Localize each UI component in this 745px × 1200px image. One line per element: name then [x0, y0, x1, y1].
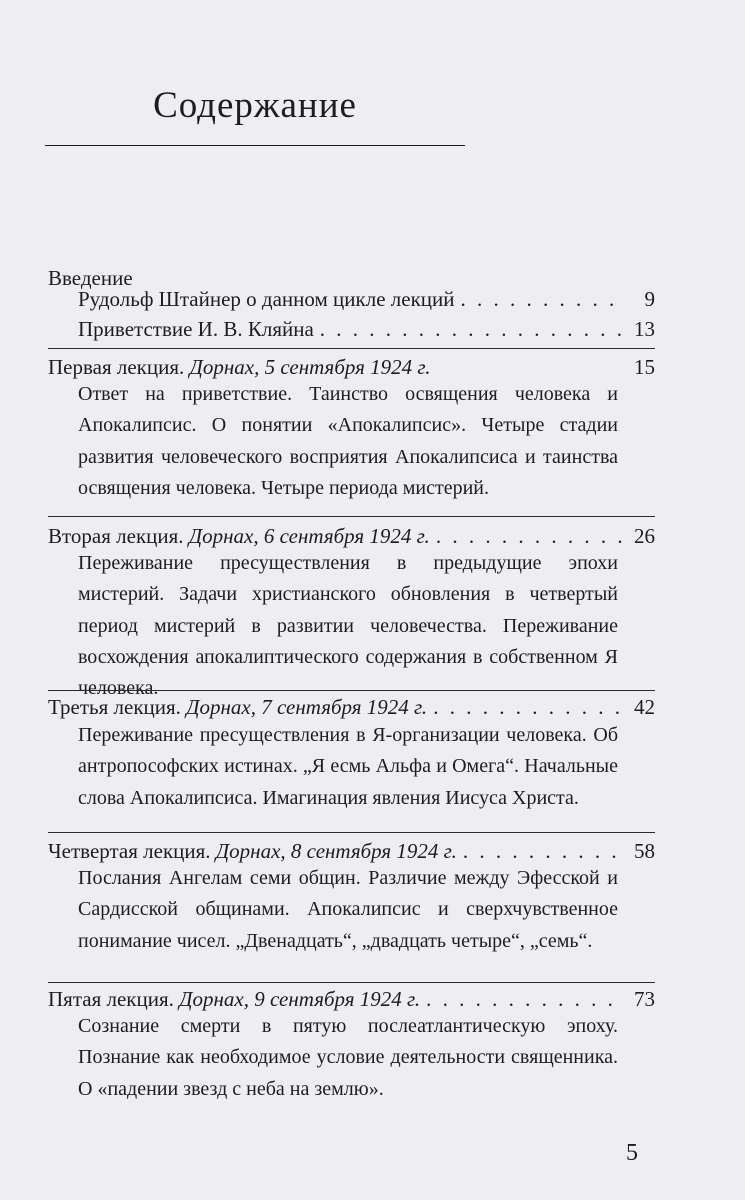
lecture-description: Ответ на приветствие. Таинство освящения человека и Апокалипсис. О понятии «Апокалипсис». Четыре стадии развития человеческого восприятия Апокалипсиса и таинства освящения человека. Четыре периода мистерий.	[78, 383, 618, 499]
intro-heading: Введение	[48, 266, 133, 290]
lecture-entry	[48, 521, 655, 551]
lecture-place-date: Дорнах, 8 сентября 1924 г.	[215, 839, 457, 863]
page-title: Содержание	[153, 85, 357, 126]
lecture-name: Четвертая лекция.	[48, 839, 211, 863]
dot-leader	[433, 692, 623, 722]
separator-line	[48, 982, 655, 983]
lecture-description: Переживание пресуществления в Я-организации человека. Об антропософских истинах. „Я есмь Альфа и Омега“. Начальные слова Апокалипсиса. Имагинация явления Иисуса Христа.	[78, 724, 618, 809]
dot-leader	[460, 284, 623, 314]
lecture-page: 42	[634, 695, 655, 719]
separator-line	[48, 690, 655, 691]
toc-entry-label: Рудольф Штайнер о данном цикле лекций	[78, 287, 455, 311]
separator-line	[48, 516, 655, 517]
lecture-name: Пятая лекция.	[48, 987, 174, 1011]
lecture-name: Первая лекция.	[48, 355, 185, 379]
separator-line	[48, 832, 655, 833]
dot-leader	[426, 984, 623, 1014]
toc-entry	[78, 284, 655, 314]
lecture-entry	[48, 692, 655, 722]
lecture-page: 15	[634, 355, 655, 379]
lecture-entry	[48, 984, 655, 1014]
lecture-description: Переживание пресуществления в предыдущие эпохи мистерий. Задачи христианского обновления в четвертый период мистерий в развитии человечества. Переживание восхождения апокалиптического содержания в собственном Я человека.	[78, 552, 618, 700]
lecture-entry	[48, 352, 655, 382]
lecture-page: 58	[634, 839, 655, 863]
lecture-description: Сознание смерти в пятую послеатлантическую эпоху. Познание как необходимое условие деятельности священника. О «падении звезд с неба на землю».	[78, 1015, 618, 1100]
toc-entry	[78, 314, 655, 344]
dot-leader	[320, 314, 623, 344]
separator-line	[48, 348, 655, 349]
lecture-entry	[48, 836, 655, 866]
title-underline	[45, 145, 465, 146]
dot-leader	[463, 836, 623, 866]
lecture-name: Вторая лекция.	[48, 524, 184, 548]
lecture-page: 73	[634, 987, 655, 1011]
page-number: 5	[626, 1140, 638, 1166]
lecture-place-date: Дорнах, 5 сентября 1924 г.	[189, 355, 431, 379]
lecture-place-date: Дорнах, 6 сентября 1924 г.	[188, 524, 430, 548]
toc-entry-page: 9	[644, 287, 655, 311]
lecture-description: Послания Ангелам семи общин. Различие между Эфесской и Сардисской общинами. Апокалипсис и сверхчувственное понимание чисел. „Двенадцать“, „двадцать четыре“, „семь“.	[78, 867, 618, 952]
toc-entry-page: 13	[634, 317, 655, 341]
dot-leader	[436, 521, 623, 551]
lecture-name: Третья лекция.	[48, 695, 181, 719]
lecture-page: 26	[634, 524, 655, 548]
toc-entry-label: Приветствие И. В. Кляйна	[78, 317, 314, 341]
lecture-place-date: Дорнах, 9 сентября 1924 г.	[179, 987, 421, 1011]
lecture-place-date: Дорнах, 7 сентября 1924 г.	[186, 695, 428, 719]
